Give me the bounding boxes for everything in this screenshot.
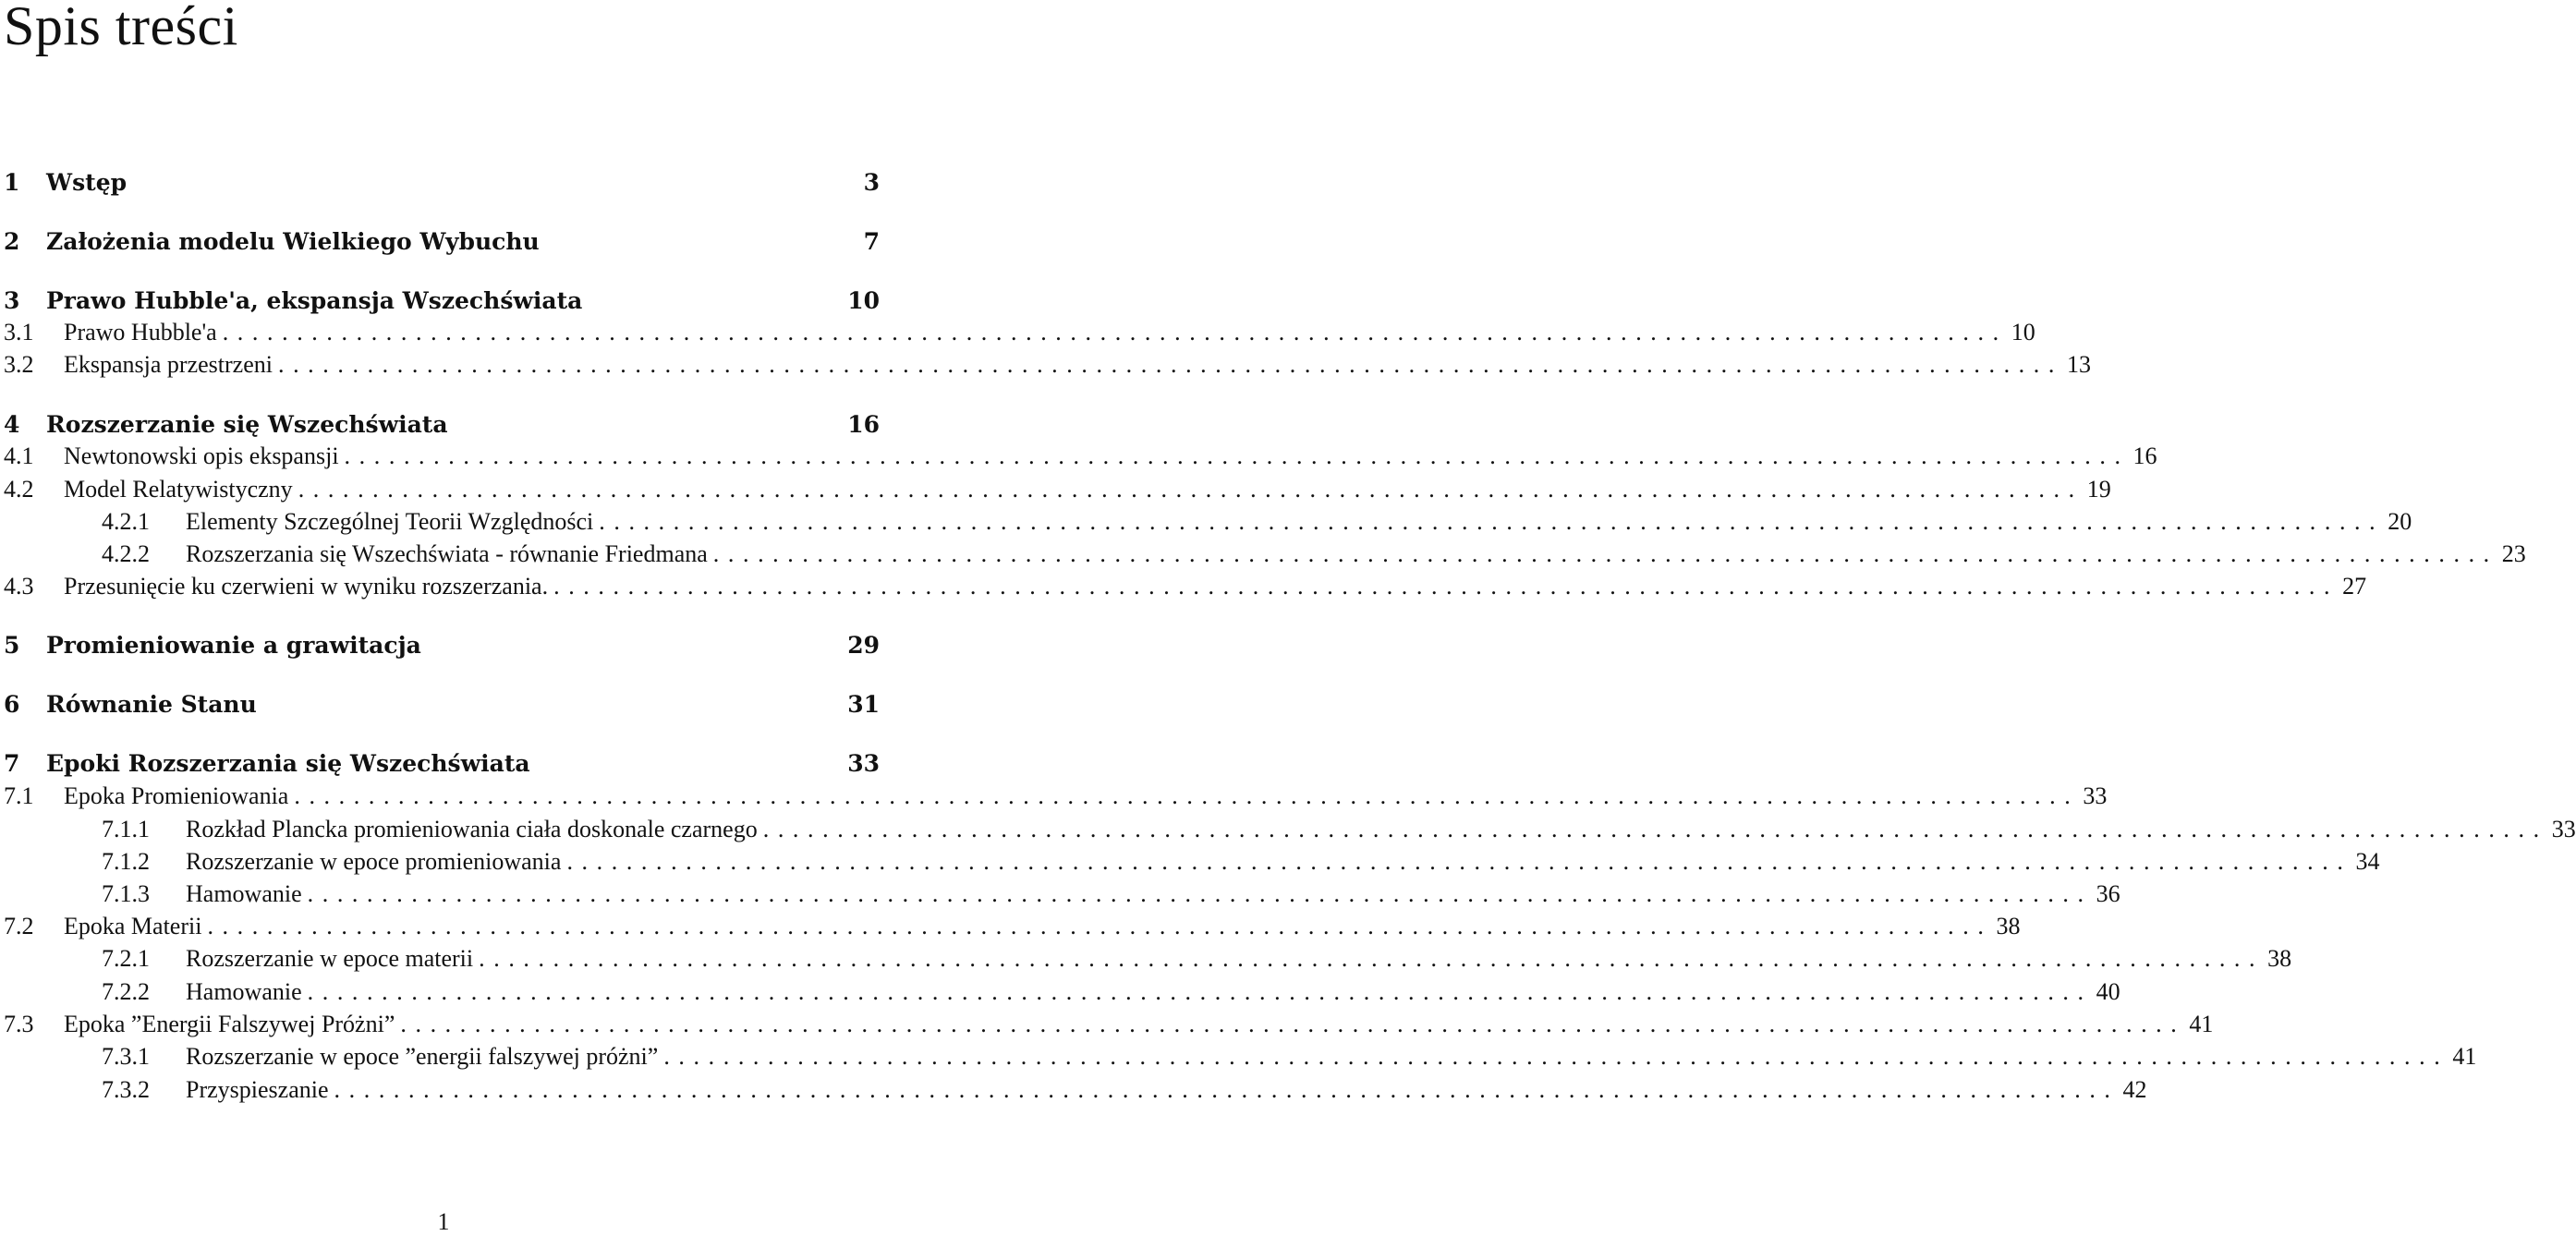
- entry-number: 3: [4, 287, 20, 314]
- toc-section-entry[interactable]: [4, 441, 2157, 472]
- entry-page-number: 3: [863, 169, 880, 196]
- entry-title: Założenia modelu Wielkiego Wybuchu: [46, 228, 540, 255]
- entry-number: 4: [4, 411, 20, 438]
- toc-section-entry[interactable]: [4, 911, 2021, 942]
- entry-page-number: 33: [2551, 816, 2576, 842]
- entry-title: Rozszerzanie w epoce materii: [186, 945, 474, 972]
- entry-number: 7: [4, 750, 20, 777]
- dot-leader: ........................................................................................................................: [334, 1076, 2120, 1103]
- toc-subsection-entry[interactable]: [102, 1041, 2477, 1072]
- dot-leader: ........................................................................................................................: [479, 945, 2265, 972]
- entry-title: Prawo Hubble'a: [64, 319, 217, 345]
- entry-page-number: 13: [2066, 351, 2091, 378]
- toc-section-entry[interactable]: [4, 781, 2108, 812]
- entry-page-number: 38: [1996, 913, 2021, 939]
- dot-leader: ........................................................................................................................: [277, 351, 2063, 378]
- entry-number: 1: [4, 169, 20, 196]
- toc-section-entry[interactable]: [4, 474, 2111, 505]
- dot-leader: ........................................................................................................................: [712, 540, 2498, 567]
- entry-page-number: 41: [2452, 1043, 2477, 1070]
- entry-page-number: 38: [2267, 945, 2292, 972]
- entry-title: Epoka Promieniowania: [64, 782, 289, 809]
- entry-title: Promieniowanie a grawitacja: [46, 632, 421, 659]
- entry-number: 6: [4, 691, 20, 718]
- entry-page-number: 41: [2189, 1011, 2214, 1037]
- toc-section-entry[interactable]: [4, 349, 2091, 381]
- entry-page-number: 31: [847, 691, 880, 718]
- entry-page-number: 42: [2122, 1076, 2147, 1103]
- dot-leader: ........................................................................................................................: [207, 913, 1993, 939]
- toc-subsection-entry[interactable]: [102, 539, 2526, 570]
- dot-leader: ........................................................................................................................: [663, 1043, 2449, 1070]
- entry-number: 2: [4, 228, 20, 255]
- toc-subsection-entry[interactable]: [102, 879, 2120, 910]
- entry-number: 7.1.2: [102, 848, 150, 875]
- entry-title: Rozszerzanie się Wszechświata: [46, 411, 448, 438]
- entry-page-number: 7: [863, 228, 880, 255]
- dot-leader: ........................................................................................................................: [762, 816, 2548, 842]
- entry-page-number: 29: [847, 632, 880, 659]
- entry-page-number: 40: [2096, 978, 2120, 1005]
- entry-number: 3.2: [4, 351, 34, 378]
- dot-leader: ........................................................................................................................: [553, 573, 2339, 600]
- dot-leader: ........................................................................................................................: [566, 848, 2352, 875]
- toc-chapter-entry[interactable]: [4, 285, 880, 317]
- dot-leader: ........................................................................................................................: [307, 880, 2093, 907]
- dot-leader: ........................................................................................................................: [344, 442, 2130, 469]
- toc-section-entry[interactable]: [4, 317, 2035, 348]
- toc-chapter-entry[interactable]: [4, 409, 880, 441]
- entry-number: 4.3: [4, 573, 34, 600]
- entry-page-number: 16: [847, 411, 880, 438]
- dot-leader: ........................................................................................................................: [400, 1011, 2186, 1037]
- entry-number: 7.2: [4, 913, 34, 939]
- entry-title: Epoki Rozszerzania się Wszechświata: [46, 750, 530, 777]
- entry-title: Ekspansja przestrzeni: [64, 351, 273, 378]
- entry-page-number: 19: [2086, 476, 2111, 503]
- entry-number: 7.1.1: [102, 816, 150, 842]
- entry-page-number: 20: [2388, 508, 2412, 535]
- entry-page-number: 27: [2342, 573, 2367, 600]
- entry-number: 4.2.2: [102, 540, 150, 567]
- entry-title: Rozszerzanie w epoce ”energii falszywej próżni”: [186, 1043, 659, 1070]
- dot-leader: ........................................................................................................................: [599, 508, 2385, 535]
- toc-chapter-entry[interactable]: [4, 630, 880, 661]
- entry-page-number: 33: [847, 750, 880, 777]
- toc-subsection-entry[interactable]: [102, 846, 2380, 878]
- entry-title: Hamowanie: [186, 978, 302, 1005]
- entry-page-number: 34: [2355, 848, 2380, 875]
- entry-number: 7.3: [4, 1011, 34, 1037]
- entry-title: Elementy Szczególnej Teorii Względności: [186, 508, 594, 535]
- entry-title: Hamowanie: [186, 880, 302, 907]
- entry-number: 3.1: [4, 319, 34, 345]
- toc-chapter-entry[interactable]: [4, 167, 880, 199]
- entry-title: Rozszerzanie w epoce promieniowania: [186, 848, 562, 875]
- toc-section-entry[interactable]: [4, 1009, 2214, 1040]
- toc-subsection-entry[interactable]: [102, 1074, 2147, 1106]
- toc-chapter-entry[interactable]: [4, 689, 880, 721]
- entry-number: 5: [4, 632, 20, 659]
- entry-page-number: 16: [2132, 442, 2157, 469]
- page-number: 1: [437, 1208, 450, 1235]
- dot-leader: ........................................................................................................................: [298, 476, 2084, 503]
- entry-title: Wstęp: [46, 169, 128, 196]
- entry-page-number: 23: [2501, 540, 2526, 567]
- entry-number: 7.2.2: [102, 978, 150, 1005]
- toc-subsection-entry[interactable]: [102, 506, 2412, 538]
- entry-title: Epoka Materii: [64, 913, 202, 939]
- entry-page-number: 33: [2083, 782, 2108, 809]
- entry-title: Epoka ”Energii Falszywej Próżni”: [64, 1011, 395, 1037]
- toc-section-entry[interactable]: [4, 571, 2367, 602]
- toc-chapter-entry[interactable]: [4, 748, 880, 780]
- entry-number: 4.1: [4, 442, 34, 469]
- entry-number: 7.1: [4, 782, 34, 809]
- entry-title: Prawo Hubble'a, ekspansja Wszechświata: [46, 287, 583, 314]
- entry-title: Model Relatywistyczny: [64, 476, 293, 503]
- dot-leader: ........................................................................................................................: [307, 978, 2093, 1005]
- toc-chapter-entry[interactable]: [4, 226, 880, 258]
- entry-title: Rozszerzania się Wszechświata - równanie Friedmana: [186, 540, 708, 567]
- entry-title: Newtonowski opis ekspansji: [64, 442, 339, 469]
- entry-number: 7.2.1: [102, 945, 150, 972]
- entry-page-number: 36: [2096, 880, 2120, 907]
- dot-leader: ........................................................................................................................: [294, 782, 2080, 809]
- entry-title: Przesunięcie ku czerwieni w wyniku rozszerzania.: [64, 573, 549, 600]
- entry-title: Rozkład Plancka promieniowania ciała doskonale czarnego: [186, 816, 758, 842]
- entry-number: 7.1.3: [102, 880, 150, 907]
- entry-number: 4.2.1: [102, 508, 150, 535]
- toc-subsection-entry[interactable]: [102, 943, 2292, 975]
- entry-number: 7.3.2: [102, 1076, 150, 1103]
- dot-leader: ........................................................................................................................: [222, 319, 2008, 345]
- entry-title: Równanie Stanu: [46, 691, 257, 718]
- entry-page-number: 10: [847, 287, 880, 314]
- entry-number: 7.3.1: [102, 1043, 150, 1070]
- entry-page-number: 10: [2011, 319, 2035, 345]
- toc-subsection-entry[interactable]: [102, 814, 2576, 845]
- page-title: Spis treści: [4, 0, 238, 56]
- toc-subsection-entry[interactable]: [102, 976, 2120, 1008]
- entry-title: Przyspieszanie: [186, 1076, 329, 1103]
- entry-number: 4.2: [4, 476, 34, 503]
